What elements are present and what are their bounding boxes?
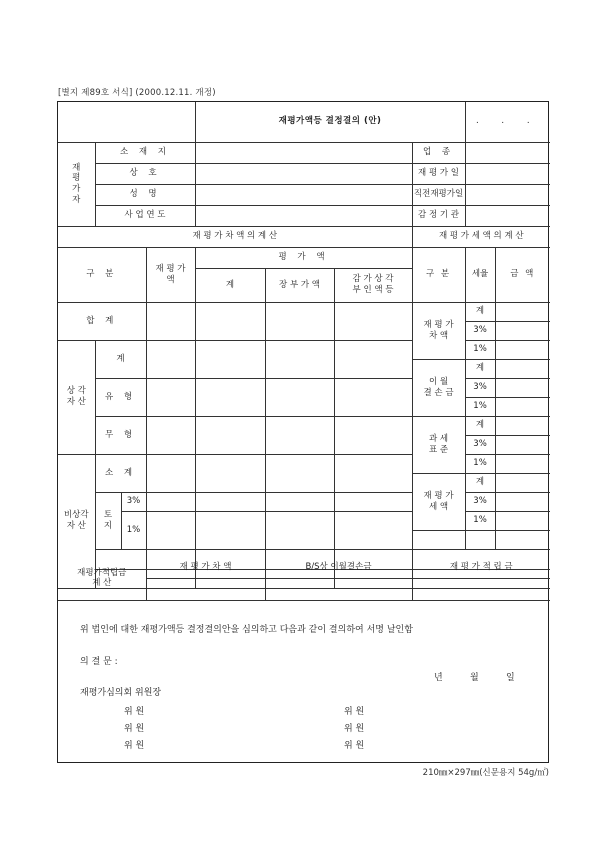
total-header: 계 [195, 268, 265, 302]
tax-group-label: 과 세 표 준 [412, 416, 465, 473]
cell[interactable] [146, 378, 195, 416]
cell[interactable] [146, 492, 195, 511]
cell[interactable] [265, 302, 334, 340]
tax-blank-cell[interactable] [412, 530, 465, 549]
tax-amount-cell[interactable] [495, 302, 550, 321]
tax-amount-header: 금 액 [495, 247, 550, 302]
tax-rate: 3% [465, 378, 495, 397]
subtotal-label: 소 계 [95, 454, 146, 492]
cell[interactable] [265, 340, 334, 378]
cell[interactable] [195, 492, 265, 511]
tax-blank-cell[interactable] [495, 530, 550, 549]
blank-cell [58, 102, 195, 142]
date-month: 월 [470, 673, 479, 683]
member-label: 위 원 [344, 741, 365, 751]
cell[interactable] [265, 378, 334, 416]
location-label: 소 재 지 [95, 142, 195, 163]
tax-rate: 3% [465, 321, 495, 340]
cell[interactable] [146, 340, 195, 378]
fiscal-year-field[interactable] [195, 205, 412, 226]
cell[interactable] [334, 378, 412, 416]
tax-amount-cell[interactable] [495, 473, 550, 492]
tax-rate: 계 [465, 416, 495, 435]
tax-amount-cell[interactable] [495, 511, 550, 530]
tax-rate-header: 세율 [465, 247, 495, 302]
date-year: 년 [434, 673, 443, 683]
reserve-reserve-field[interactable] [412, 578, 550, 600]
cell[interactable] [195, 378, 265, 416]
tax-blank-cell[interactable] [465, 530, 495, 549]
cell[interactable] [195, 340, 265, 378]
industry-label: 업 종 [412, 142, 465, 163]
company-name-label: 상 호 [95, 163, 195, 184]
tax-amount-cell[interactable] [495, 340, 550, 359]
book-value-header: 장 부 가 액 [265, 268, 334, 302]
paper-spec: 210㎜×297㎜(신문용지 54g/㎡) [422, 768, 549, 778]
cell[interactable] [146, 511, 195, 549]
tax-amount-cell[interactable] [495, 454, 550, 473]
reserve-deficit-field[interactable] [265, 578, 412, 600]
tax-amount-cell[interactable] [495, 492, 550, 511]
member-label: 위 원 [124, 724, 145, 734]
tax-amount-cell[interactable] [495, 416, 550, 435]
form-frame [57, 101, 549, 763]
tax-group-label: 재 평 가 차 액 [412, 302, 465, 359]
tax-rate: 계 [465, 359, 495, 378]
cell[interactable] [265, 492, 334, 511]
land-rate-1: 1% [121, 511, 146, 549]
date-day: 일 [506, 673, 515, 683]
reserve-label: 재평가적립금 계 산 [58, 557, 146, 600]
location-field[interactable] [195, 142, 412, 163]
cell[interactable] [146, 416, 195, 454]
land-label: 토 지 [95, 492, 121, 549]
tax-amount-cell[interactable] [495, 435, 550, 454]
tax-amount-cell[interactable] [495, 397, 550, 416]
tax-amount-cell[interactable] [495, 359, 550, 378]
member-label: 위 원 [124, 741, 145, 751]
cell[interactable] [146, 302, 195, 340]
tax-rate: 3% [465, 492, 495, 511]
tax-rate: 1% [465, 511, 495, 530]
resolution-section [58, 600, 550, 764]
tax-rate: 3% [465, 435, 495, 454]
cell[interactable] [334, 492, 412, 511]
cell[interactable] [334, 454, 412, 492]
name-label: 성 명 [95, 184, 195, 205]
member-label: 위 원 [344, 707, 365, 717]
reserve-col-reserve: 재 평 가 적 립 금 [412, 557, 550, 578]
depreciation-header: 감 가 상 각 부 인 액 등 [334, 268, 412, 302]
reserve-table [58, 557, 550, 601]
nondepreciable-assets-label: 비상각 자 산 [58, 454, 95, 588]
name-field[interactable] [195, 184, 412, 205]
cell[interactable] [334, 511, 412, 549]
cell[interactable] [195, 302, 265, 340]
page-title: 재평가액등 결정결의 (안) [195, 102, 465, 142]
tax-rate: 계 [465, 473, 495, 492]
tax-rate: 계 [465, 302, 495, 321]
fiscal-year-label: 사 업 연 도 [95, 205, 195, 226]
diff-section-title: 재 평 가 차 액 의 계 산 [58, 226, 412, 247]
industry-field[interactable] [465, 142, 550, 163]
company-name-field[interactable] [195, 163, 412, 184]
tax-group-label: 이 월 결 손 금 [412, 359, 465, 416]
cell[interactable] [265, 416, 334, 454]
cell[interactable] [265, 511, 334, 549]
tax-rate: 1% [465, 454, 495, 473]
member-label: 위 원 [124, 707, 145, 717]
appraisal-header: 평 가 액 [195, 247, 412, 268]
form-table [58, 102, 550, 589]
prev-reval-date-field[interactable] [465, 184, 550, 205]
tax-section-title: 재 평 가 세 액 의 계 산 [412, 226, 550, 247]
date-field[interactable]: . . . [465, 102, 550, 142]
info-group-label: 재 평 가 자 [58, 142, 95, 226]
cell[interactable] [334, 340, 412, 378]
land-rate-3: 3% [121, 492, 146, 511]
tax-rate: 1% [465, 397, 495, 416]
tax-group-label: 재 평 가 세 액 [412, 473, 465, 530]
reserve-col-diff: 재 평 가 차 액 [146, 557, 265, 578]
tax-gubun-header: 구 분 [412, 247, 465, 302]
reval-date-label: 재 평 가 일 [412, 163, 465, 184]
appraiser-field[interactable] [465, 205, 550, 226]
tax-amount-cell[interactable] [495, 321, 550, 340]
intangible-label: 무 형 [95, 416, 146, 454]
reserve-col-deficit: B/S상 이월결손금 [265, 557, 412, 578]
cell[interactable] [334, 416, 412, 454]
cell[interactable] [195, 511, 265, 549]
appraiser-label: 감 정 기 관 [412, 205, 465, 226]
form-code: [별지 제89호 서식] (2000.12.11. 개정) [58, 88, 216, 98]
tangible-label: 유 형 [95, 378, 146, 416]
cell[interactable] [146, 454, 195, 492]
resolution-statement: 위 법인에 대한 재평가액등 결정결의안을 심의하고 다음과 같이 결의하여 서명 날인함 [80, 625, 413, 635]
cell[interactable] [334, 302, 412, 340]
opinion-label: 의 결 문 : [80, 657, 118, 667]
depreciable-total-label: 계 [95, 340, 146, 378]
grand-total-label: 합 계 [58, 302, 146, 340]
chair-label: 재평가심의회 위원장 [80, 688, 162, 698]
reval-date-field[interactable] [465, 163, 550, 184]
cell[interactable] [265, 454, 334, 492]
reval-amount-header: 재 평 가 액 [146, 247, 195, 302]
depreciable-assets-label: 상 각 자 산 [58, 340, 95, 454]
tax-rate: 1% [465, 340, 495, 359]
prev-reval-date-label: 직전재평가일 [412, 184, 465, 205]
cell[interactable] [195, 454, 265, 492]
reserve-diff-field[interactable] [146, 578, 265, 600]
gubun-header: 구 분 [58, 247, 146, 302]
member-label: 위 원 [344, 724, 365, 734]
tax-amount-cell[interactable] [495, 378, 550, 397]
cell[interactable] [195, 416, 265, 454]
